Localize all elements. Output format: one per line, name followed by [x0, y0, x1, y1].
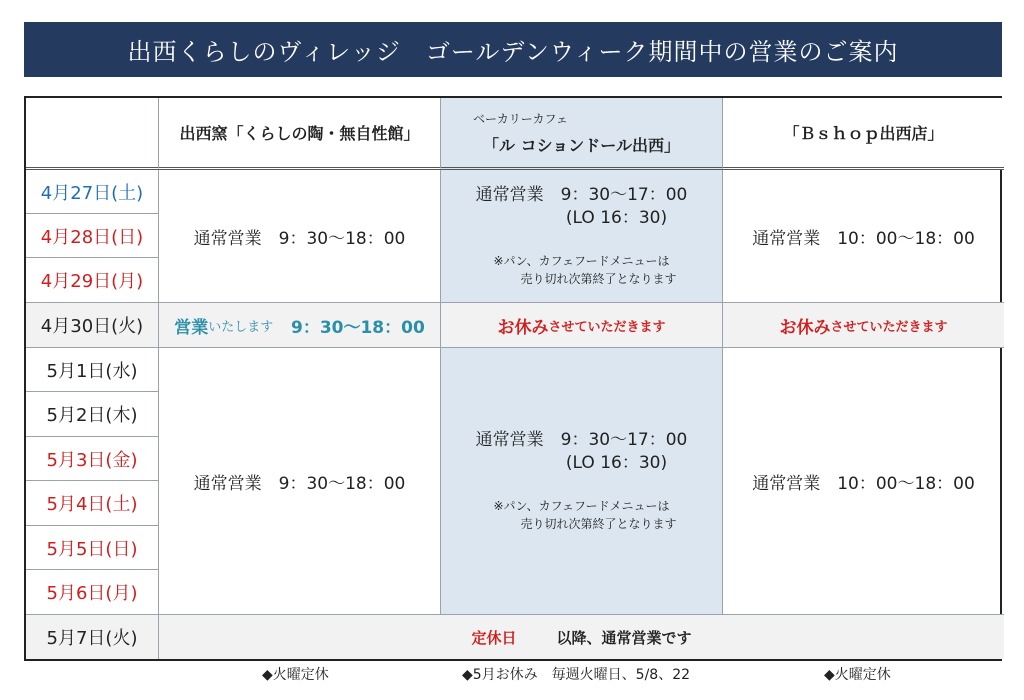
- regular-holiday-label: 定休日: [471, 628, 517, 647]
- header-shop3: 「Ｂｓｈｏｐ出西店」: [723, 98, 1004, 170]
- shop3-hours-block1: 通常営業 10：00〜18：00: [723, 170, 1004, 303]
- open-hours: 9：30〜18：00: [290, 317, 425, 338]
- date-cell: 5月7日(火): [26, 615, 159, 659]
- date-cell: 5月3日(金): [26, 437, 159, 481]
- shop2-hours: 通常営業 9：30〜17：00: [475, 185, 688, 206]
- date-cell: 4月28日(日): [26, 214, 159, 258]
- date-cell: 4月27日(土): [26, 170, 159, 214]
- closed-label-suffix: させていただきます: [830, 319, 948, 335]
- footer-shop3: ◆火曜定休: [824, 667, 891, 683]
- shop1-hours-block2: 通常営業 9：30〜18：00: [159, 348, 441, 615]
- footer-shop1: ◆火曜定休: [262, 667, 329, 683]
- shop3-apr30: [723, 303, 1004, 348]
- date-cell: 4月30日(火): [26, 303, 159, 348]
- shop2-last-order: (LO 16：30): [565, 453, 668, 473]
- shop2-note: ※パン、カフェフードメニューは: [493, 498, 670, 513]
- shop2-last-order: (LO 16：30): [565, 208, 668, 228]
- open-label: 営業: [174, 317, 209, 338]
- closed-label: お休み: [497, 317, 549, 338]
- may7-notice: [159, 615, 1004, 659]
- shop2-hours: 通常営業 9：30〜17：00: [475, 430, 688, 451]
- closed-label-suffix: させていただきます: [548, 319, 666, 335]
- shop2-hours-block1: [441, 170, 723, 303]
- shop2-apr30: [441, 303, 723, 348]
- header-shop2: [441, 98, 723, 170]
- shop2-note: 売り切れ次第終了となります: [520, 516, 677, 531]
- shop3-hours-block2: 通常営業 10：00〜18：00: [723, 348, 1004, 615]
- shop2-note: 売り切れ次第終了となります: [520, 271, 677, 286]
- schedule-table: [24, 96, 1002, 661]
- shop1-apr30: [159, 303, 441, 348]
- open-label-suffix: いたします: [208, 319, 274, 335]
- closed-label: お休み: [779, 317, 831, 338]
- footer-shop2: ◆5月お休み 毎週火曜日、5/8、22: [462, 667, 691, 683]
- shop1-hours-block1: 通常営業 9：30〜18：00: [159, 170, 441, 303]
- date-cell: 4月29日(月): [26, 258, 159, 303]
- page-title: 出西くらしのヴィレッジ ゴールデンウィーク期間中の営業のご案内: [24, 22, 1002, 77]
- date-cell: 5月2日(木): [26, 392, 159, 437]
- header-shop2-name: 「ル コションドール出西」: [483, 135, 680, 155]
- date-cell: 5月6日(月): [26, 570, 159, 615]
- header-shop1: 出西窯「くらしの陶・無自性館」: [159, 98, 441, 170]
- shop2-note: ※パン、カフェフードメニューは: [493, 253, 670, 268]
- resume-label: 以降、通常営業です: [556, 628, 692, 647]
- shop2-hours-block2: [441, 348, 723, 615]
- date-cell: 5月5日(日): [26, 526, 159, 570]
- header-shop2-sub: ベーカリーカフェ: [473, 111, 568, 126]
- header-corner: [26, 98, 159, 170]
- date-cell: 5月4日(土): [26, 481, 159, 526]
- date-cell: 5月1日(水): [26, 348, 159, 392]
